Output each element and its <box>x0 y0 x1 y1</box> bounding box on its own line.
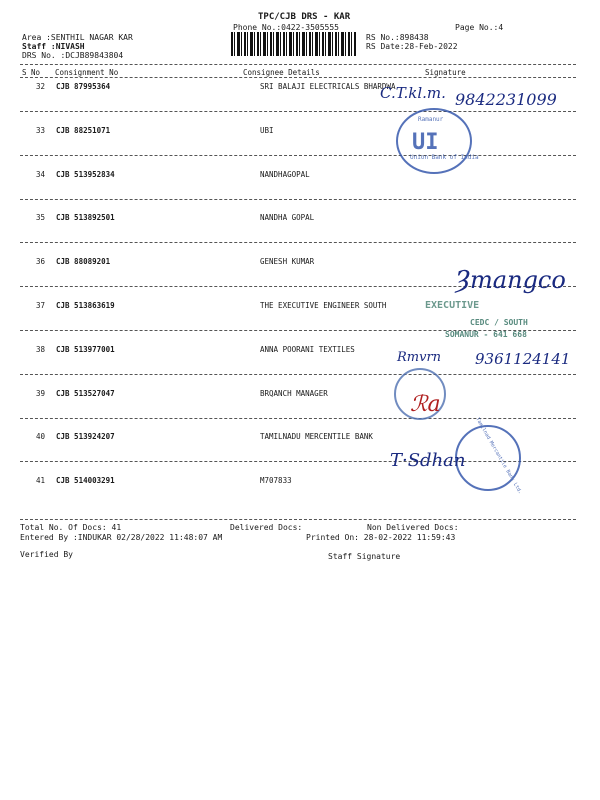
row-number: 36 <box>36 257 46 267</box>
consignment-number: CJB 513924207 <box>56 432 115 442</box>
row-number: 35 <box>36 213 46 223</box>
row-number: 32 <box>36 82 46 91</box>
staff-label: Staff :NIVASH <box>22 42 85 51</box>
handwritten-phone: 9842231099 <box>455 90 557 109</box>
row-number: 41 <box>36 476 46 486</box>
stamp-text: EXECUTIVE <box>425 300 480 311</box>
divider <box>20 111 576 112</box>
consignee-name: UBI <box>260 125 274 135</box>
table-row <box>0 213 600 225</box>
divider <box>20 374 576 375</box>
bank-stamp <box>396 108 479 174</box>
consignment-number: CJB 88251071 <box>56 125 111 135</box>
stamp-text: Tamilnad Mercantile Bank Ltd. <box>474 416 524 496</box>
consignment-number: CJB 513952834 <box>56 169 115 179</box>
area-label: Area :SENTHIL NAGAR KAR <box>22 33 133 42</box>
delivered-docs: Delivered Docs: <box>230 523 303 532</box>
stamp-text: Union Bank of India <box>410 154 479 161</box>
consignment-number: CJB 514003291 <box>56 476 115 486</box>
divider <box>20 64 576 65</box>
signature-mark: Ȝmangco <box>455 266 566 294</box>
handwritten-phone: 9361124141 <box>475 350 571 368</box>
barcode <box>231 32 356 56</box>
consignment-number: CJB 87995364 <box>56 82 111 91</box>
drs-number: DRS No. :DCJB89843804 <box>22 51 124 60</box>
divider <box>20 242 576 243</box>
consignee-name: TAMILNADU MERCENTILE BANK <box>260 432 373 442</box>
stamp-text: CEDC / SOUTH <box>470 318 528 327</box>
col-sno: S No <box>22 68 41 77</box>
row-number: 40 <box>36 432 46 442</box>
consignee-name: NANDHAGOPAL <box>260 169 310 179</box>
ubi-logo-icon: UI <box>412 130 439 155</box>
consignee-name: GENESH KUMAR <box>260 257 315 267</box>
consignment-number: CJB 513977001 <box>56 344 115 354</box>
consignment-number: CJB 513527047 <box>56 388 115 398</box>
stamp-text: SOMANUR - 641 668 <box>445 330 527 339</box>
phone-number: Phone No.:0422-3505555 <box>233 23 339 32</box>
consignee-name: SRI BALAJI ELECTRICALS BHARDWA <box>260 82 396 91</box>
table-row <box>0 389 600 401</box>
signature-mark: Rmvrn <box>397 350 442 365</box>
report-title: TPC/CJB DRS - KAR <box>258 12 351 22</box>
signature-mark: ℛa <box>410 392 441 417</box>
consignment-number: CJB 513863619 <box>56 301 115 310</box>
staff-signature: Staff Signature <box>328 552 401 561</box>
signature-mark: C.T.kl.m. <box>380 84 446 102</box>
divider <box>20 155 576 156</box>
col-consignee: Consignee Details <box>243 68 320 77</box>
divider <box>20 199 576 200</box>
col-signature: Signature <box>425 68 466 77</box>
col-consignment: Consignment No <box>55 68 119 77</box>
page-number: Page No.:4 <box>455 23 504 32</box>
entered-by: Entered By :INDUKAR 02/28/2022 11:48:07 AM <box>20 533 223 542</box>
non-delivered-docs: Non Delivered Docs: <box>367 523 459 532</box>
table-row <box>0 126 600 138</box>
consignee-name: BRQANCH MANAGER <box>260 388 328 398</box>
row-number: 39 <box>36 388 46 398</box>
rs-date: RS Date:28-Feb-2022 <box>366 42 458 51</box>
rs-number: RS No.:898438 <box>366 33 429 42</box>
table-row <box>0 301 600 313</box>
consignee-name: ANNA POORANI TEXTILES <box>260 344 355 354</box>
verified-by: Verified By <box>20 550 73 559</box>
consignment-number: CJB 513892501 <box>56 213 115 223</box>
total-docs: Total No. Of Docs: 41 <box>20 523 122 532</box>
stamp-text: Ramanur <box>418 116 444 123</box>
printed-on: Printed On: 28-02-2022 11:59:43 <box>306 533 456 542</box>
consignee-name: M707833 <box>260 476 292 486</box>
consignee-name: NANDHA GOPAL <box>260 213 315 223</box>
signature-mark: T·Sdhan <box>390 450 466 471</box>
divider <box>20 77 576 78</box>
consignment-number: CJB 88089201 <box>56 257 111 267</box>
consignee-name: THE EXECUTIVE ENGINEER SOUTH <box>260 301 387 310</box>
row-number: 38 <box>36 344 46 354</box>
divider <box>20 418 576 419</box>
row-number: 34 <box>36 169 46 179</box>
divider <box>20 519 576 520</box>
table-row <box>0 170 600 182</box>
row-number: 37 <box>36 301 46 310</box>
row-number: 33 <box>36 125 46 135</box>
